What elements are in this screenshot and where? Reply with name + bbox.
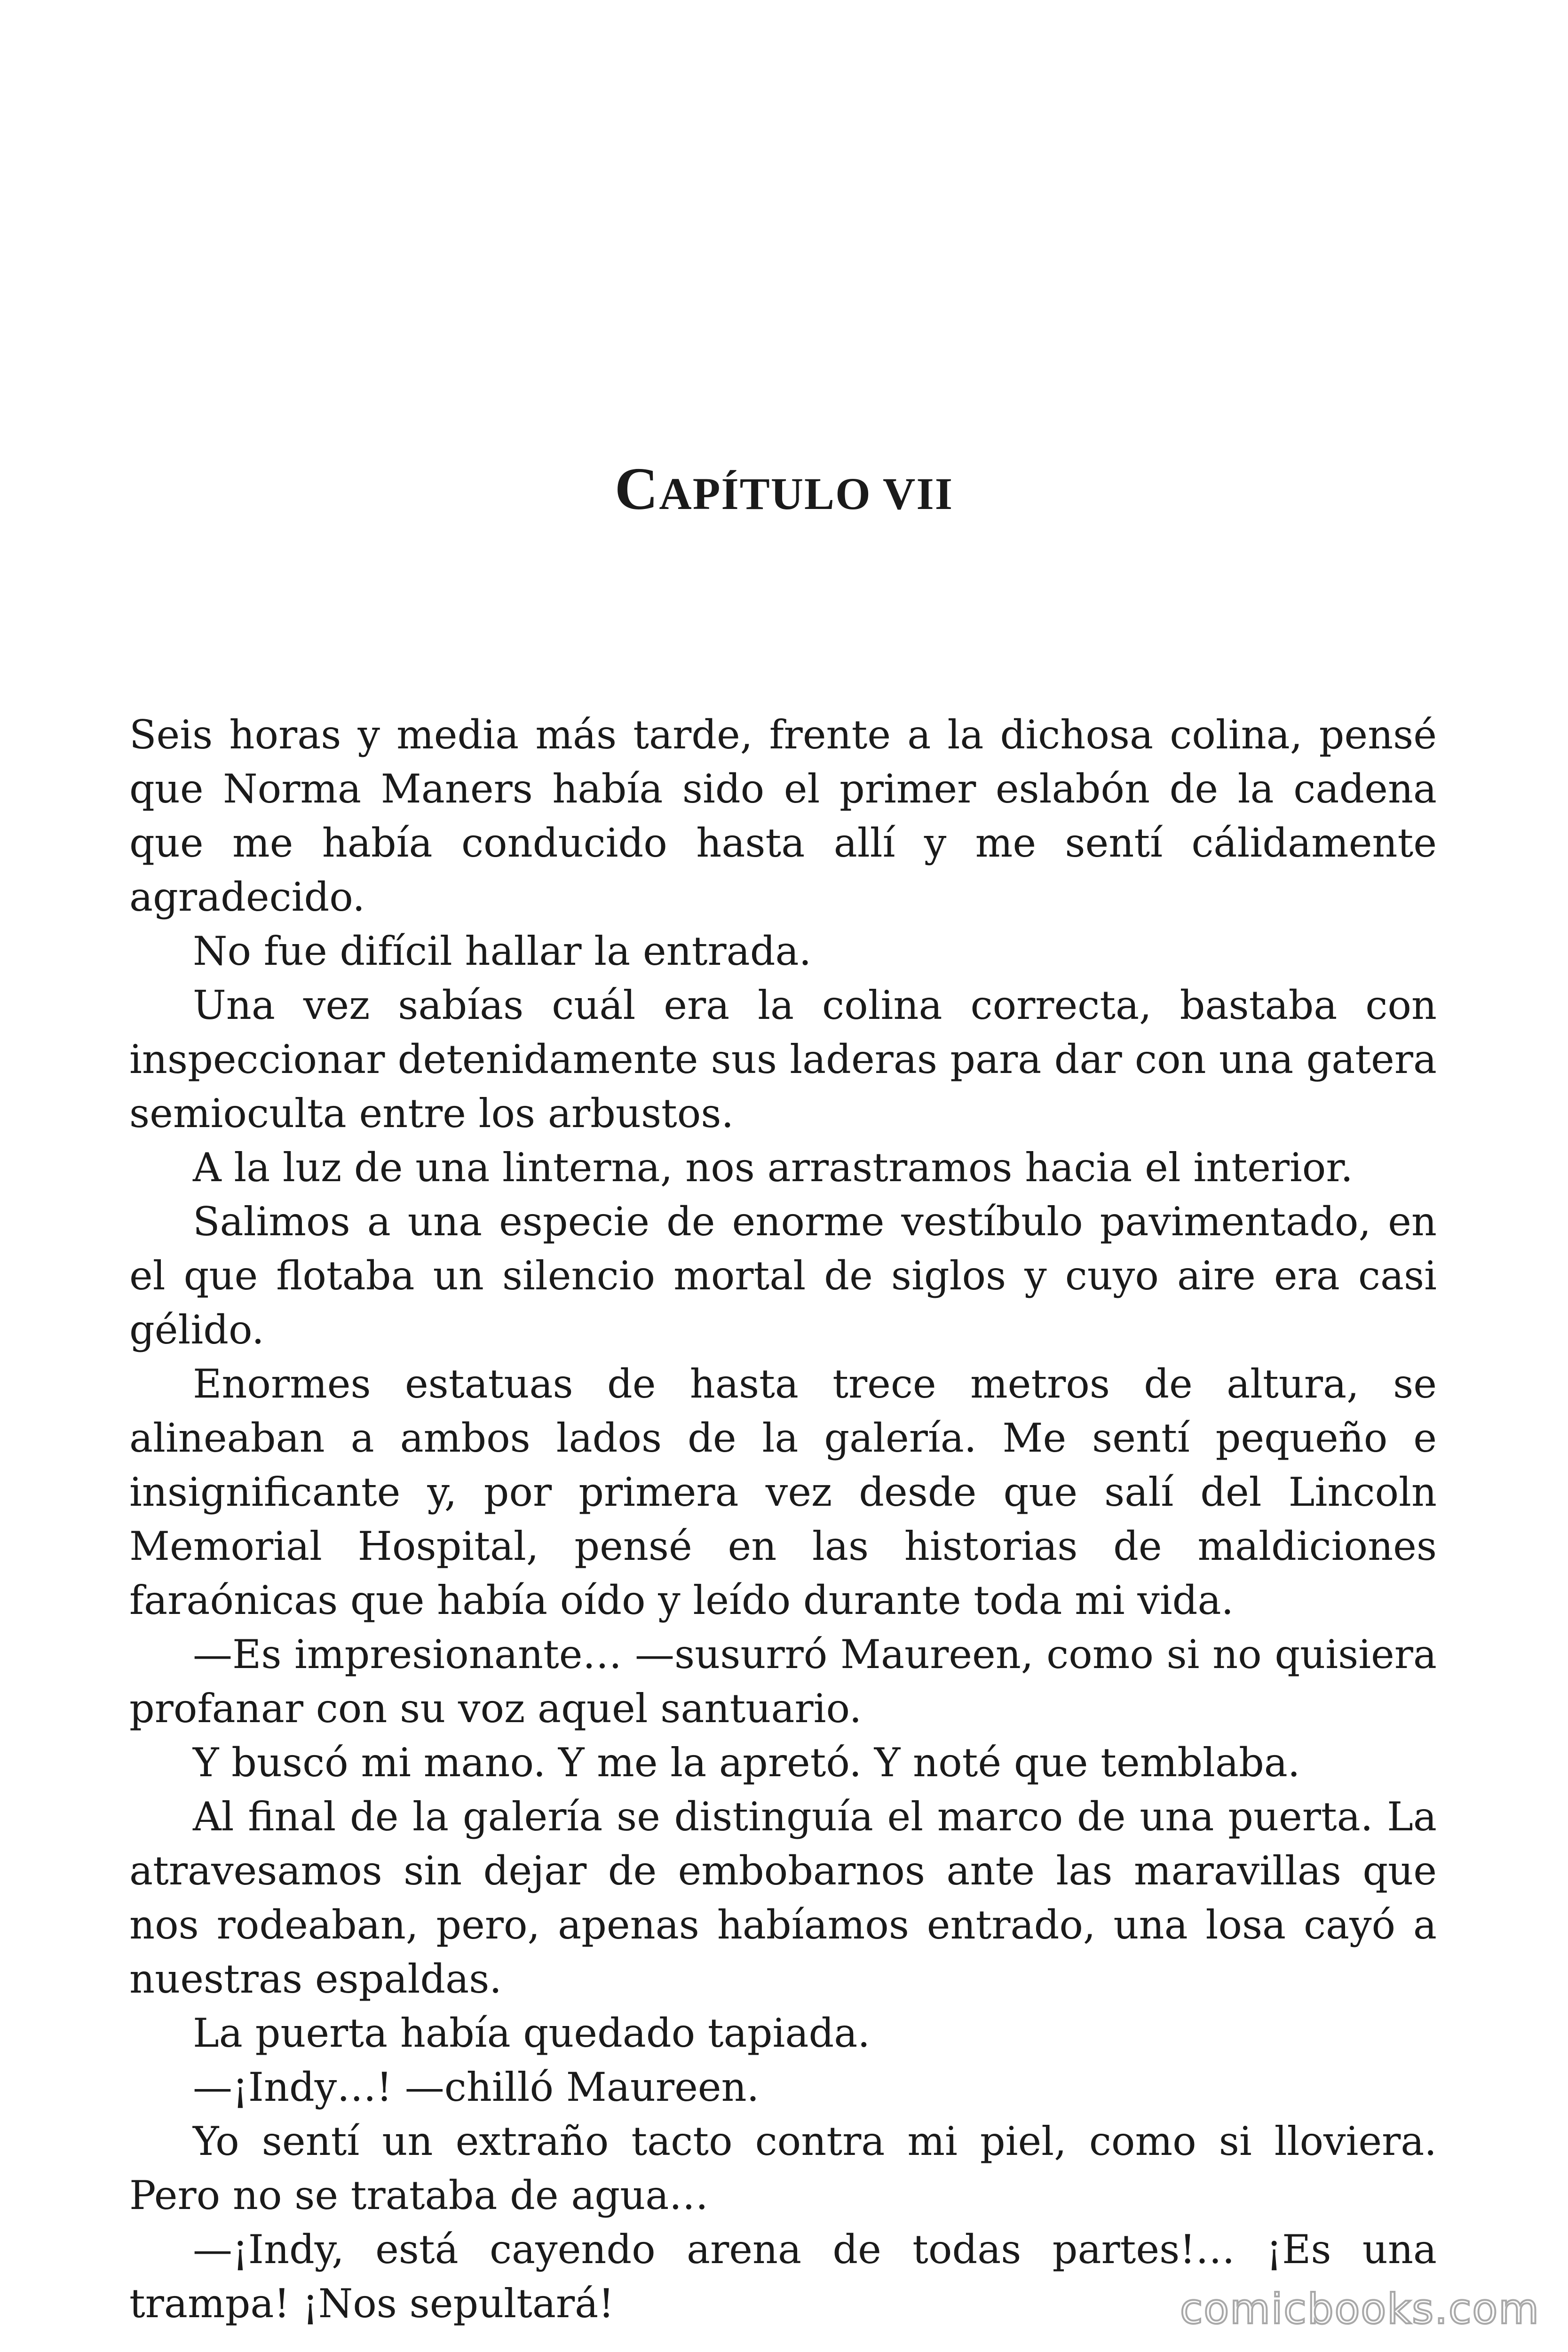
chapter-title [0, 455, 1568, 522]
paragraph: La puerta había quedado tapiada. [193, 2010, 871, 2056]
paragraph: Seis horas y media más tarde, frente a la dichosa colina, pensé que Norma Maners había sido el primer eslabón de la cadena que me había conducido hasta allí y me sentí cálidamente agradecido. [129, 712, 1437, 920]
paragraph: No fue difícil hallar la entrada. [193, 928, 812, 974]
paragraph: Una vez sabías cuál era la colina correcta, bastaba con inspeccionar detenidamente sus laderas para dar con una gatera semioculta entre los arbustos. [129, 982, 1437, 1136]
paragraph: Salimos a una especie de enorme vestíbulo pavimentado, en el que flotaba un silencio mortal de siglos y cuyo aire era casi gélido. [129, 1199, 1437, 1353]
paragraph: —Es impresionante… —susurró Maureen, como si no quisiera profanar con su voz aquel santuario. [129, 1631, 1437, 1732]
paragraph: Enormes estatuas de hasta trece metros de altura, se alineaban a ambos lados de la galería. Me sentí pequeño e insignificante y, por primera vez desde que salí del Lincoln Memorial Hospital, pensé en las historias de maldiciones faraónicas que había oído y leído durante toda mi vida. [129, 1361, 1437, 1623]
paragraph: Al final de la galería se distinguía el marco de una puerta. La atravesamos sin dejar de embobarnos ante las maravillas que nos rodeaban, pero, apenas habíamos entrado, una losa cayó a nuestras espaldas. [129, 1794, 1437, 2002]
chapter-title-rest: APÍTULO VII [659, 469, 954, 519]
paragraph: —¡Indy, está cayendo arena de todas partes!… ¡Es una trampa! ¡Nos sepultará! [129, 2226, 1437, 2327]
watermark: comicbooks.com [1180, 2285, 1540, 2333]
paragraph: Yo sentí un extraño tacto contra mi piel, como si lloviera. Pero no se trataba de agua… [129, 2118, 1437, 2218]
paragraph: A la luz de una linterna, nos arrastramos hacia el interior. [193, 1144, 1354, 1191]
chapter-title-lead: C [614, 455, 659, 522]
paragraph: Y buscó mi mano. Y me la apretó. Y noté que temblaba. [193, 1740, 1300, 1786]
chapter-body [129, 708, 1437, 2331]
paragraph: —¡Indy…! —chilló Maureen. [193, 2064, 760, 2110]
